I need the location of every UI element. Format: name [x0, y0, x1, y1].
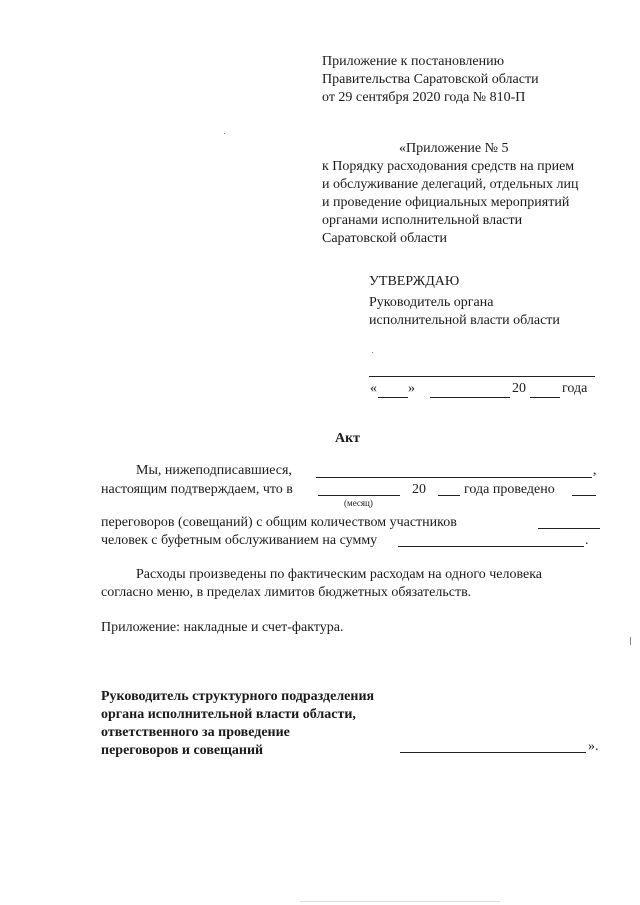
- approval-line-1: Руководитель органа: [369, 295, 494, 310]
- appendix-line-2: к Порядку расходования средств на прием: [322, 159, 575, 174]
- approval-date-close-quote: »: [408, 381, 415, 396]
- approval-day-blank: [378, 397, 408, 398]
- act-p2-year-blank: [438, 495, 460, 496]
- act-p4-sum-blank: [398, 546, 584, 547]
- act-p2-month-blank: [318, 495, 400, 496]
- act-p3-blank: [538, 528, 600, 529]
- approval-year-blank: [530, 397, 560, 398]
- act-p3: переговоров (совещаний) с общим количеством участников: [101, 515, 457, 530]
- appendix-line-6: Саратовской области: [322, 231, 447, 246]
- approval-line-2: исполнительной власти области: [369, 313, 560, 328]
- act-p1-start: Мы, нижеподписавшиеся,: [136, 463, 292, 478]
- appendix-line-5: органами исполнительной власти: [322, 213, 523, 228]
- act-p2-after-year: года проведено: [464, 482, 555, 497]
- approval-year-prefix: 20: [512, 381, 526, 396]
- approval-month-blank: [430, 397, 510, 398]
- act-p2-count-blank: [572, 495, 596, 496]
- act-p1-blank: [316, 477, 592, 478]
- act-p6: Приложение: накладные и счет-фактура.: [101, 620, 344, 635]
- approval-year-suffix: года: [562, 381, 588, 396]
- appendix-line-3: и обслуживание делегаций, отдельных лиц: [322, 177, 579, 192]
- signature-end: ».: [588, 739, 599, 754]
- act-title: Акт: [335, 431, 361, 446]
- act-p5-line-1: Расходы произведены по фактическим расходам на одного человека: [136, 567, 543, 582]
- signature-line-1: Руководитель структурного подразделения: [101, 689, 375, 704]
- approval-signature-line: [369, 376, 595, 377]
- scan-speck: [224, 133, 225, 134]
- scan-speck: [372, 352, 373, 353]
- scan-speck: [630, 637, 631, 645]
- approval-date-open-quote: «: [370, 381, 377, 396]
- signature-line-2: органа исполнительной власти области,: [101, 707, 356, 722]
- scan-speck: [300, 901, 500, 902]
- act-month-caption: (месяц): [344, 498, 373, 508]
- act-p5-line-2: согласно меню, в пределах лимитов бюджетных обязательств.: [101, 585, 472, 600]
- header-line-1: Приложение к постановлению: [322, 54, 505, 69]
- appendix-line-4: и проведение официальных мероприятий: [322, 195, 570, 210]
- signature-line-4: переговоров и совещаний: [101, 743, 264, 758]
- act-p1-end: ,: [593, 463, 597, 478]
- act-p4: человек с буфетным обслуживанием на сумму: [101, 533, 378, 548]
- act-p4-end: .: [585, 533, 589, 548]
- header-line-3: от 29 сентября 2020 года № 810-П: [322, 90, 526, 105]
- signature-line-3: ответственного за проведение: [101, 725, 290, 740]
- appendix-line-1: «Приложение № 5: [399, 141, 509, 156]
- act-p2-start: настоящим подтверждаем, что в: [101, 482, 293, 497]
- approval-title: УТВЕРЖДАЮ: [369, 274, 460, 289]
- signature-blank: [400, 752, 586, 753]
- header-line-2: Правительства Саратовской области: [322, 72, 539, 87]
- act-p2-year-prefix: 20: [412, 482, 426, 497]
